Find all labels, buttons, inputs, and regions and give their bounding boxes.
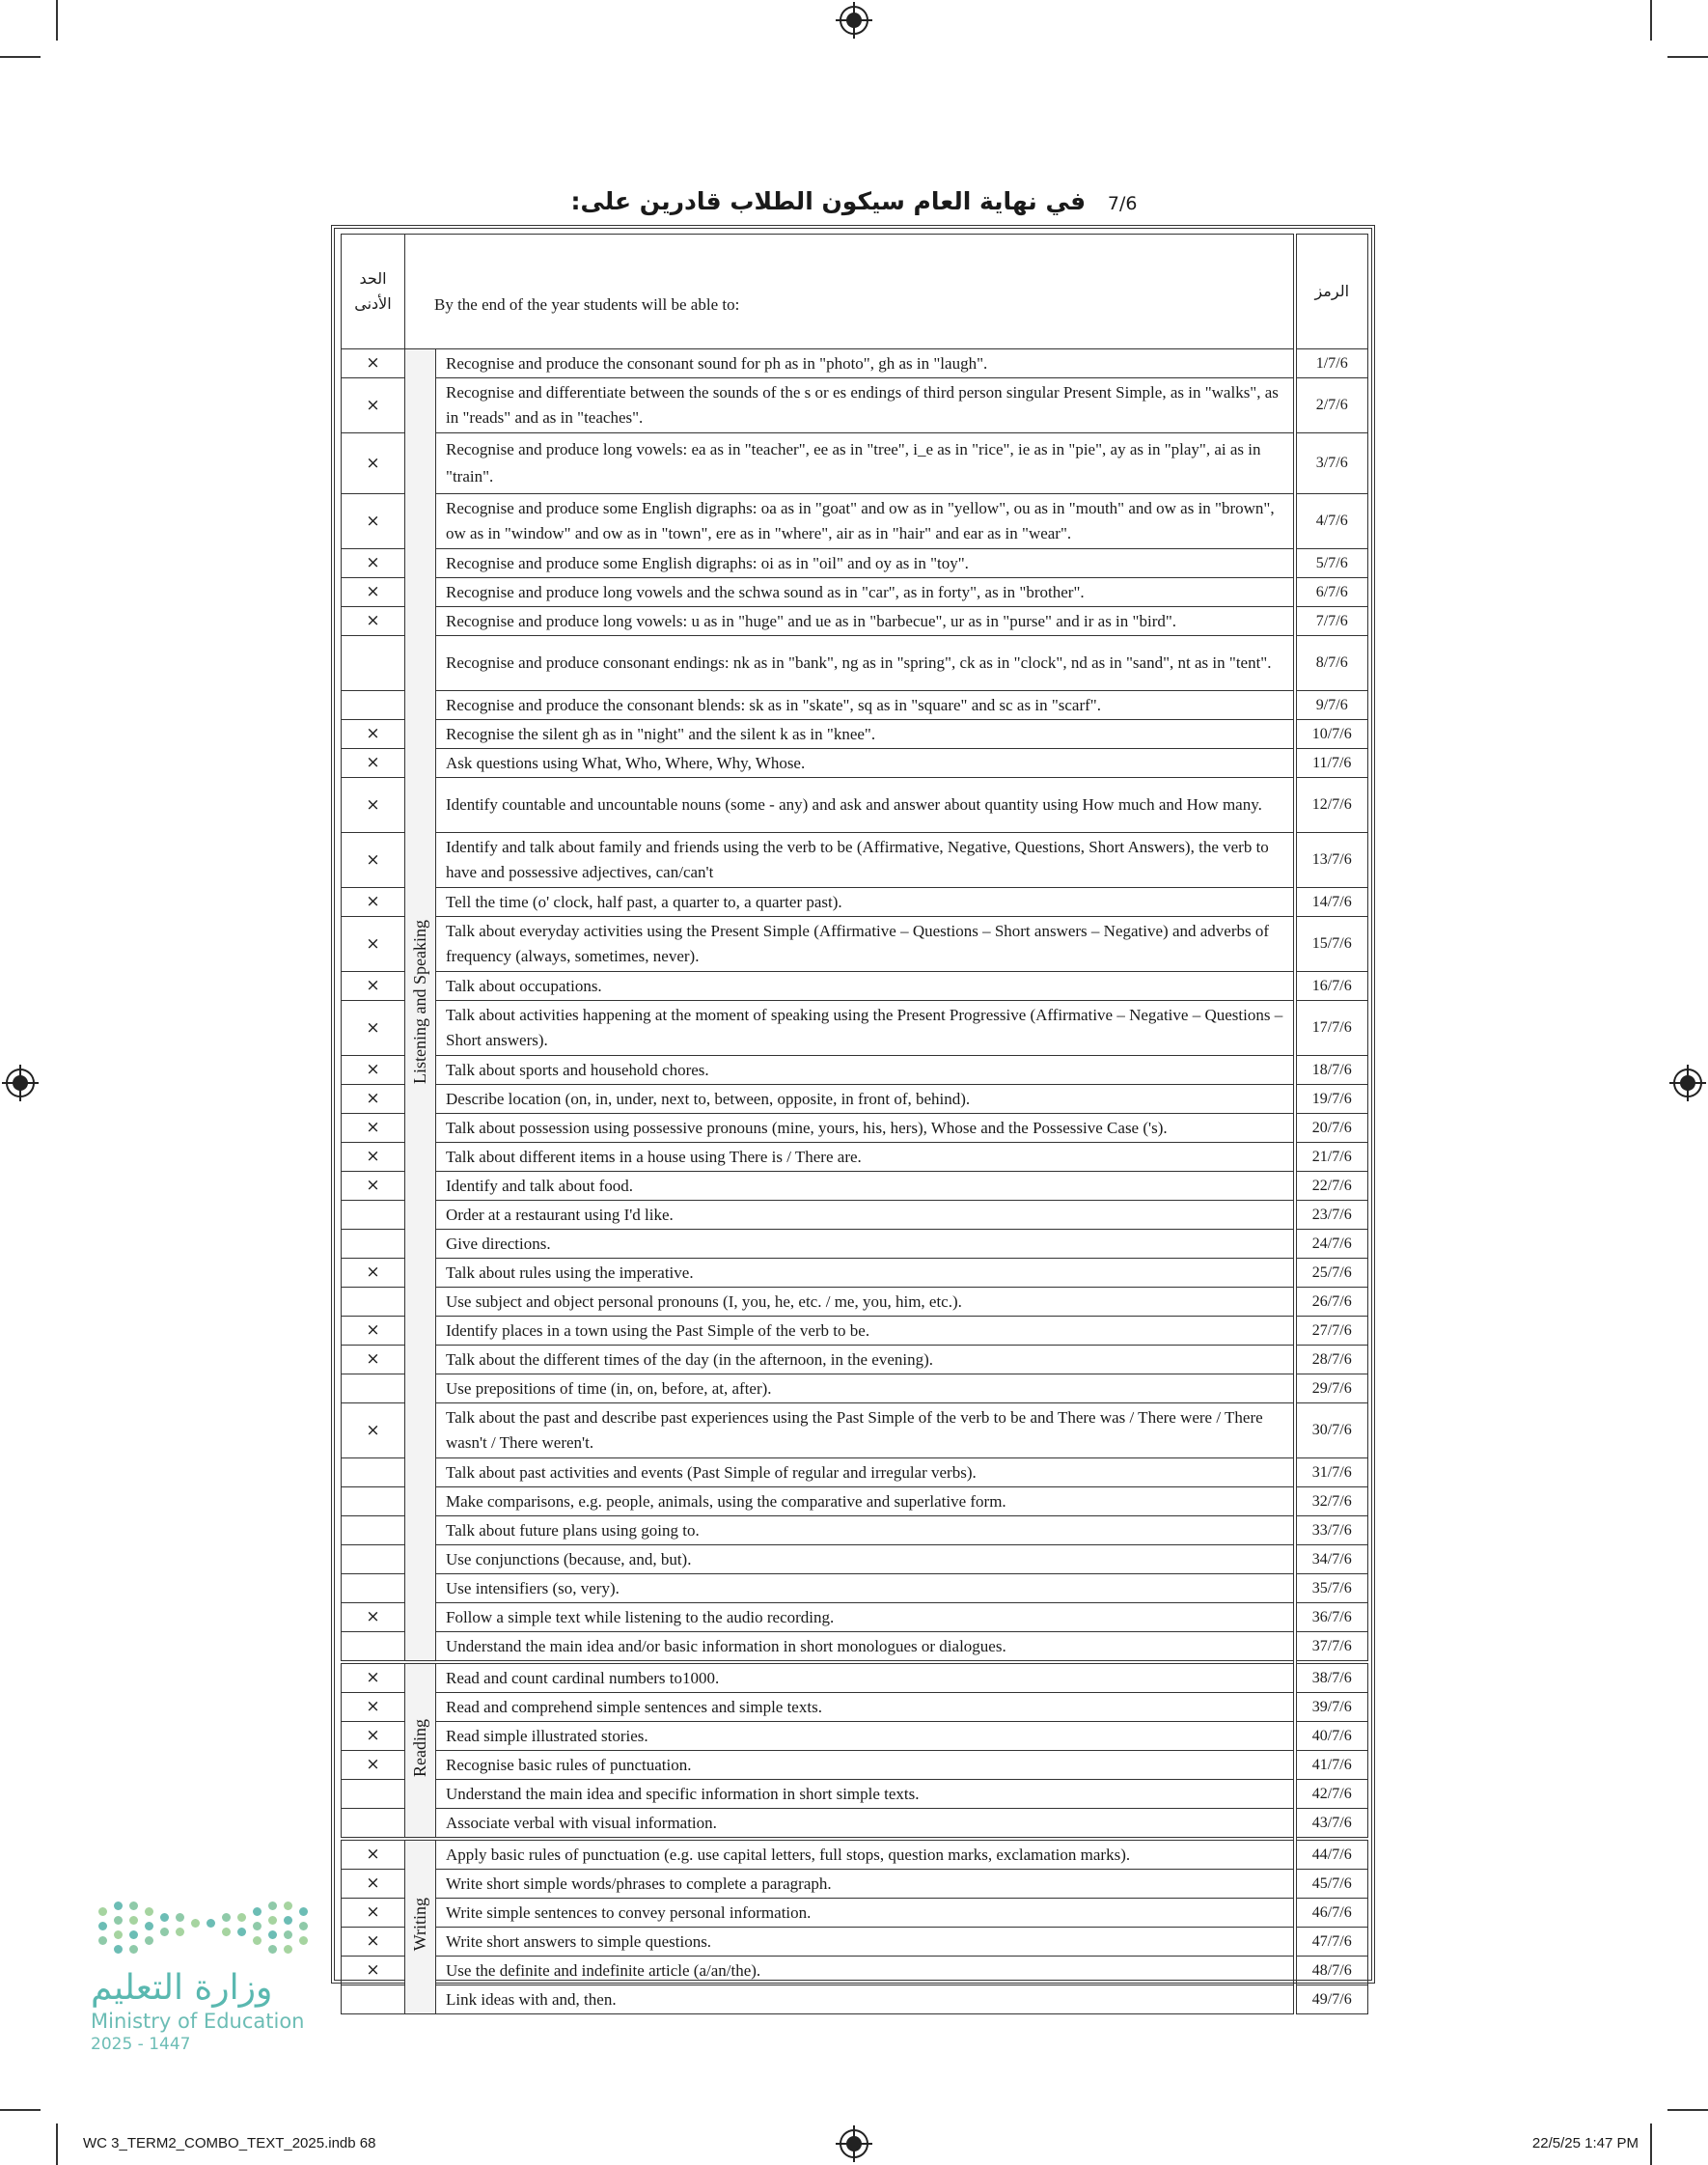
objective-code: 44/7/6 (1295, 1839, 1368, 1870)
minimum-mark: × (342, 1870, 405, 1899)
objective-text: Talk about different items in a house using There is / There are. (436, 1143, 1295, 1172)
objective-code: 23/7/6 (1295, 1201, 1368, 1230)
logo-dot (114, 1945, 123, 1954)
minimum-mark: × (342, 1751, 405, 1780)
objective-text: Link ideas with and, then. (436, 1985, 1295, 2014)
table-row (342, 691, 1368, 720)
table-row (342, 1751, 1368, 1780)
objective-code: 26/7/6 (1295, 1288, 1368, 1317)
logo-arabic: وزارة التعليم (91, 1968, 273, 2008)
table-row (342, 1346, 1368, 1374)
minimum-mark (342, 1985, 405, 2014)
objective-text: Read simple illustrated stories. (436, 1722, 1295, 1751)
table-row (342, 1839, 1368, 1870)
objective-code: 2/7/6 (1295, 378, 1368, 433)
skill-label: Reading (410, 1718, 429, 1777)
table-row (342, 1114, 1368, 1143)
registration-mark-icon (840, 2129, 868, 2158)
crop-mark (1667, 56, 1708, 58)
minimum-mark: × (342, 433, 405, 494)
logo-dot (114, 1930, 123, 1939)
minimum-mark: × (342, 1317, 405, 1346)
minimum-mark: × (342, 607, 405, 636)
objective-text: Write short simple words/phrases to complete a paragraph. (436, 1870, 1295, 1899)
minimum-mark: × (342, 1928, 405, 1957)
skill-reading (405, 1662, 436, 1839)
minimum-mark (342, 1632, 405, 1663)
minimum-mark (342, 1458, 405, 1487)
objective-text: Read and count cardinal numbers to1000. (436, 1662, 1295, 1693)
logo-dot (160, 1928, 169, 1936)
objective-text: Recognise and produce the consonant blends: sk as in "skate", sq as in "square" and sc as in "scarf". (436, 691, 1295, 720)
minimum-mark: × (342, 1346, 405, 1374)
minimum-mark: × (342, 1957, 405, 1985)
objective-text: Describe location (on, in, under, next to, between, opposite, in front of, behind). (436, 1085, 1295, 1114)
logo-dot (98, 1922, 107, 1930)
table-row (342, 1259, 1368, 1288)
objective-code: 47/7/6 (1295, 1928, 1368, 1957)
objective-text: Recognise basic rules of punctuation. (436, 1751, 1295, 1780)
objective-code: 22/7/6 (1295, 1172, 1368, 1201)
objective-code: 10/7/6 (1295, 720, 1368, 749)
minimum-mark: × (342, 1143, 405, 1172)
table-row (342, 607, 1368, 636)
objective-code: 39/7/6 (1295, 1693, 1368, 1722)
objective-text: Recognise and produce consonant endings: nk as in "bank", ng as in "spring", ck as in "clock", nd as in "sand", nt as in "tent". (436, 636, 1295, 691)
objective-text: Talk about occupations. (436, 972, 1295, 1001)
objective-text: Talk about the different times of the day (in the afternoon, in the evening). (436, 1346, 1295, 1374)
objective-text: Recognise the silent gh as in "night" and the silent k as in "knee". (436, 720, 1295, 749)
objective-code: 24/7/6 (1295, 1230, 1368, 1259)
minimum-mark: × (342, 1001, 405, 1056)
minimum-mark: × (342, 1259, 405, 1288)
table-row (342, 1458, 1368, 1487)
logo-dot (145, 1907, 153, 1916)
objective-text: Identify places in a town using the Past Simple of the verb to be. (436, 1317, 1295, 1346)
table-row (342, 1374, 1368, 1403)
objective-code: 5/7/6 (1295, 549, 1368, 578)
objective-text: Recognise and produce the consonant sound for ph as in "photo", gh as in "laugh". (436, 349, 1295, 378)
table-row (342, 1403, 1368, 1458)
minimum-mark (342, 1487, 405, 1516)
logo-dot (268, 1945, 277, 1954)
table-row (342, 1603, 1368, 1632)
logo-dot (222, 1913, 231, 1922)
table-row (342, 1143, 1368, 1172)
minimum-mark: × (342, 1114, 405, 1143)
table-row (342, 1001, 1368, 1056)
table-row (342, 1693, 1368, 1722)
objective-text: Recognise and differentiate between the sounds of the s or es endings of third person singular Present Simple, as in "walks", as in "reads" and as in "teaches". (436, 378, 1295, 433)
objective-text: Tell the time (o' clock, half past, a quarter to, a quarter past). (436, 888, 1295, 917)
logo-dot (268, 1930, 277, 1939)
table-row (342, 1201, 1368, 1230)
registration-mark-icon (840, 6, 868, 35)
logo-year: 2025 - 1447 (91, 2035, 191, 2054)
objective-code: 32/7/6 (1295, 1487, 1368, 1516)
objective-text: Understand the main idea and/or basic information in short monologues or dialogues. (436, 1632, 1295, 1663)
logo-dot (284, 1916, 292, 1925)
objective-text: Recognise and produce long vowels: u as in "huge" and ue as in "barbecue", ur as in "purse" and ir as in "bird". (436, 607, 1295, 636)
minimum-mark (342, 1288, 405, 1317)
logo-dot (299, 1922, 308, 1930)
objective-text: Apply basic rules of punctuation (e.g. use capital letters, full stops, question marks, exclamation marks). (436, 1839, 1295, 1870)
objective-code: 7/7/6 (1295, 607, 1368, 636)
logo-dot (268, 1901, 277, 1910)
table-row (342, 1085, 1368, 1114)
objective-text: Ask questions using What, Who, Where, Why, Whose. (436, 749, 1295, 778)
logo-dot (114, 1916, 123, 1925)
objective-code: 27/7/6 (1295, 1317, 1368, 1346)
objective-code: 48/7/6 (1295, 1957, 1368, 1985)
objective-text: Understand the main idea and specific information in short simple texts. (436, 1780, 1295, 1809)
logo-dot (237, 1913, 246, 1922)
header-code (1295, 235, 1368, 349)
minimum-mark (342, 691, 405, 720)
table-row (342, 1928, 1368, 1957)
objective-code: 20/7/6 (1295, 1114, 1368, 1143)
logo-dot (98, 1936, 107, 1945)
minimum-mark: × (342, 833, 405, 888)
ministry-logo (91, 1892, 313, 2054)
objective-text: Recognise and produce long vowels and the schwa sound as in "car", as in forty", as in "brother". (436, 578, 1295, 607)
table-row (342, 549, 1368, 578)
table-row (342, 636, 1368, 691)
logo-english: Ministry of Education (91, 2010, 305, 2033)
objective-code: 18/7/6 (1295, 1056, 1368, 1085)
objective-text: Recognise and produce some English digraphs: oa as in "goat" and ow as in "yellow", ou as in "mouth" and ow as in "brown", ow as in "window" and ow as in "town", ere as in "where", air as in "hair" and ear as in "wear". (436, 494, 1295, 549)
table-row (342, 1056, 1368, 1085)
objective-code: 19/7/6 (1295, 1085, 1368, 1114)
logo-dot (160, 1913, 169, 1922)
crop-mark (1650, 0, 1652, 41)
logo-dot (284, 1930, 292, 1939)
logo-dot (222, 1928, 231, 1936)
minimum-mark (342, 1230, 405, 1259)
minimum-mark: × (342, 1172, 405, 1201)
objective-code: 6/7/6 (1295, 578, 1368, 607)
objective-text: Use conjunctions (because, and, but). (436, 1545, 1295, 1574)
objective-text: Identify and talk about family and friends using the verb to be (Affirmative, Negative, Questions, Short Answers), the verb to have and possessive adjectives, can/can't (436, 833, 1295, 888)
objective-code: 46/7/6 (1295, 1899, 1368, 1928)
minimum-mark: × (342, 549, 405, 578)
objective-code: 4/7/6 (1295, 494, 1368, 549)
objective-text: Identify and talk about food. (436, 1172, 1295, 1201)
objective-code: 30/7/6 (1295, 1403, 1368, 1458)
objective-code: 21/7/6 (1295, 1143, 1368, 1172)
title-text: في نهاية العام سيكون الطلاب قادرين على: (570, 187, 1087, 215)
table-row (342, 1722, 1368, 1751)
header-min (342, 235, 405, 349)
table-row (342, 1230, 1368, 1259)
table-row (342, 1809, 1368, 1840)
objective-code: 25/7/6 (1295, 1259, 1368, 1288)
table-header-row (342, 235, 1368, 349)
minimum-mark (342, 1574, 405, 1603)
logo-dot (299, 1907, 308, 1916)
objective-text: Associate verbal with visual information. (436, 1809, 1295, 1840)
minimum-mark: × (342, 378, 405, 433)
logo-dot (253, 1922, 262, 1930)
skill-label: Listening and Speaking (410, 920, 429, 1084)
minimum-mark: × (342, 720, 405, 749)
registration-mark-icon (1673, 1069, 1702, 1097)
table-row (342, 1985, 1368, 2014)
table-row (342, 917, 1368, 972)
objective-code: 12/7/6 (1295, 778, 1368, 833)
objective-text: Recognise and produce some English digraphs: oi as in "oil" and oy as in "toy". (436, 549, 1295, 578)
table-row (342, 1172, 1368, 1201)
crop-mark (56, 2123, 58, 2165)
table-row (342, 749, 1368, 778)
logo-dot (191, 1919, 200, 1928)
objective-code: 33/7/6 (1295, 1516, 1368, 1545)
objective-code: 37/7/6 (1295, 1632, 1368, 1663)
objective-text: Write simple sentences to convey personal information. (436, 1899, 1295, 1928)
objective-code: 43/7/6 (1295, 1809, 1368, 1840)
minimum-mark (342, 1809, 405, 1840)
logo-dot (237, 1928, 246, 1936)
objective-text: Use intensifiers (so, very). (436, 1574, 1295, 1603)
objective-text: Follow a simple text while listening to the audio recording. (436, 1603, 1295, 1632)
table-row (342, 1780, 1368, 1809)
crop-mark (0, 2109, 41, 2111)
objective-code: 34/7/6 (1295, 1545, 1368, 1574)
slug-date: 22/5/25 1:47 PM (1531, 2135, 1639, 2151)
objective-code: 42/7/6 (1295, 1780, 1368, 1809)
table-row (342, 1957, 1368, 1985)
objective-code: 9/7/6 (1295, 691, 1368, 720)
table-row (342, 1288, 1368, 1317)
minimum-mark (342, 636, 405, 691)
crop-mark (1667, 2109, 1708, 2111)
objective-code: 1/7/6 (1295, 349, 1368, 378)
minimum-mark: × (342, 1662, 405, 1693)
minimum-mark: × (342, 1056, 405, 1085)
table-row (342, 378, 1368, 433)
logo-dot (268, 1916, 277, 1925)
table-row (342, 1899, 1368, 1928)
objective-text: Talk about rules using the imperative. (436, 1259, 1295, 1288)
objective-code: 38/7/6 (1295, 1662, 1368, 1693)
objective-code: 17/7/6 (1295, 1001, 1368, 1056)
table-row (342, 833, 1368, 888)
table-row (342, 433, 1368, 494)
objective-text: Talk about everyday activities using the Present Simple (Affirmative – Questions – Short answers – Negative) and adverbs of frequency (always, sometimes, never). (436, 917, 1295, 972)
logo-dot (129, 1916, 138, 1925)
minimum-mark: × (342, 1603, 405, 1632)
table-row (342, 888, 1368, 917)
objective-code: 35/7/6 (1295, 1574, 1368, 1603)
header-code-label: الرمز (1314, 282, 1350, 300)
table-row (342, 494, 1368, 549)
table-row (342, 1317, 1368, 1346)
page-title (0, 187, 1708, 215)
minimum-mark (342, 1516, 405, 1545)
table-row (342, 578, 1368, 607)
objective-code: 40/7/6 (1295, 1722, 1368, 1751)
objective-text: Identify countable and uncountable nouns (some - any) and ask and answer about quantity using How much and How many. (436, 778, 1295, 833)
table-row (342, 1632, 1368, 1663)
objective-text: Talk about future plans using going to. (436, 1516, 1295, 1545)
minimum-mark: × (342, 1693, 405, 1722)
logo-dot (176, 1913, 184, 1922)
table-row (342, 720, 1368, 749)
objective-code: 29/7/6 (1295, 1374, 1368, 1403)
objective-text: Use prepositions of time (in, on, before, at, after). (436, 1374, 1295, 1403)
table-row (342, 1516, 1368, 1545)
logo-dot (129, 1901, 138, 1910)
objective-text: Recognise and produce long vowels: ea as in "teacher", ee as in "tree", i_e as in "rice", ie as in "pie", ay as in "play", ai as in "train". (436, 433, 1295, 494)
objective-text: Talk about possession using possessive pronouns (mine, yours, his, hers), Whose and the Possessive Case ('s). (436, 1114, 1295, 1143)
skill-label: Writing (410, 1897, 429, 1952)
header-desc-label: By the end of the year students will be able to: (434, 295, 740, 314)
table-row (342, 778, 1368, 833)
table-row (342, 1870, 1368, 1899)
objective-text: Order at a restaurant using I'd like. (436, 1201, 1295, 1230)
logo-dot (145, 1922, 153, 1930)
logo-dot (129, 1930, 138, 1939)
crop-mark (1650, 2123, 1652, 2165)
objective-text: Use the definite and indefinite article (a/an/the). (436, 1957, 1295, 1985)
header-min-label: الحد الأدنى (354, 269, 392, 313)
minimum-mark: × (342, 749, 405, 778)
objective-code: 16/7/6 (1295, 972, 1368, 1001)
logo-dot (253, 1907, 262, 1916)
objective-code: 49/7/6 (1295, 1985, 1368, 2014)
minimum-mark: × (342, 1839, 405, 1870)
logo-dot (253, 1936, 262, 1945)
minimum-mark: × (342, 888, 405, 917)
objective-text: Read and comprehend simple sentences and simple texts. (436, 1693, 1295, 1722)
minimum-mark: × (342, 494, 405, 549)
minimum-mark: × (342, 1085, 405, 1114)
skill-writing (405, 1839, 436, 2014)
minimum-mark (342, 1374, 405, 1403)
registration-mark-icon (6, 1069, 35, 1097)
objective-code: 15/7/6 (1295, 917, 1368, 972)
minimum-mark: × (342, 1403, 405, 1458)
minimum-mark: × (342, 972, 405, 1001)
logo-dot (98, 1907, 107, 1916)
logo-dots-icon (91, 1892, 313, 1964)
objective-text: Talk about sports and household chores. (436, 1056, 1295, 1085)
logo-dot (129, 1945, 138, 1954)
objective-text: Talk about past activities and events (Past Simple of regular and irregular verbs). (436, 1458, 1295, 1487)
logo-dot (114, 1901, 123, 1910)
objective-text: Talk about activities happening at the moment of speaking using the Present Progressive (Affirmative – Negative – Questions – Short answers). (436, 1001, 1295, 1056)
objective-code: 28/7/6 (1295, 1346, 1368, 1374)
logo-dot (299, 1936, 308, 1945)
objective-code: 8/7/6 (1295, 636, 1368, 691)
objective-text: Use subject and object personal pronouns (I, you, he, etc. / me, you, him, etc.). (436, 1288, 1295, 1317)
minimum-mark: × (342, 917, 405, 972)
objective-code: 11/7/6 (1295, 749, 1368, 778)
table-row (342, 972, 1368, 1001)
objective-text: Make comparisons, e.g. people, animals, using the comparative and superlative form. (436, 1487, 1295, 1516)
crop-mark (0, 56, 41, 58)
objective-code: 3/7/6 (1295, 433, 1368, 494)
objective-code: 45/7/6 (1295, 1870, 1368, 1899)
table-row (342, 1487, 1368, 1516)
minimum-mark: × (342, 1722, 405, 1751)
objective-code: 36/7/6 (1295, 1603, 1368, 1632)
minimum-mark: × (342, 1899, 405, 1928)
objectives-table (341, 234, 1368, 2014)
objective-code: 14/7/6 (1295, 888, 1368, 917)
logo-dot (145, 1936, 153, 1945)
minimum-mark (342, 1545, 405, 1574)
minimum-mark: × (342, 778, 405, 833)
objective-text: Write short answers to simple questions. (436, 1928, 1295, 1957)
table-row (342, 1545, 1368, 1574)
logo-dot (284, 1901, 292, 1910)
section-code: 7/6 (1107, 193, 1138, 214)
objective-text: Talk about the past and describe past experiences using the Past Simple of the verb to be and There was / There were / There wasn't / There weren't. (436, 1403, 1295, 1458)
objective-code: 13/7/6 (1295, 833, 1368, 888)
skill-listening-speaking (405, 349, 436, 1663)
table-row (342, 349, 1368, 378)
table-row (342, 1574, 1368, 1603)
minimum-mark (342, 1780, 405, 1809)
header-desc (405, 235, 1295, 349)
minimum-mark: × (342, 578, 405, 607)
objective-code: 31/7/6 (1295, 1458, 1368, 1487)
objective-text: Give directions. (436, 1230, 1295, 1259)
logo-dot (176, 1928, 184, 1936)
objective-code: 41/7/6 (1295, 1751, 1368, 1780)
table-row (342, 1662, 1368, 1693)
slug-file: WC 3_TERM2_COMBO_TEXT_2025.indb 68 (83, 2135, 376, 2151)
crop-mark (56, 0, 58, 41)
minimum-mark: × (342, 349, 405, 378)
logo-dot (284, 1945, 292, 1954)
logo-dot (207, 1919, 215, 1928)
minimum-mark (342, 1201, 405, 1230)
